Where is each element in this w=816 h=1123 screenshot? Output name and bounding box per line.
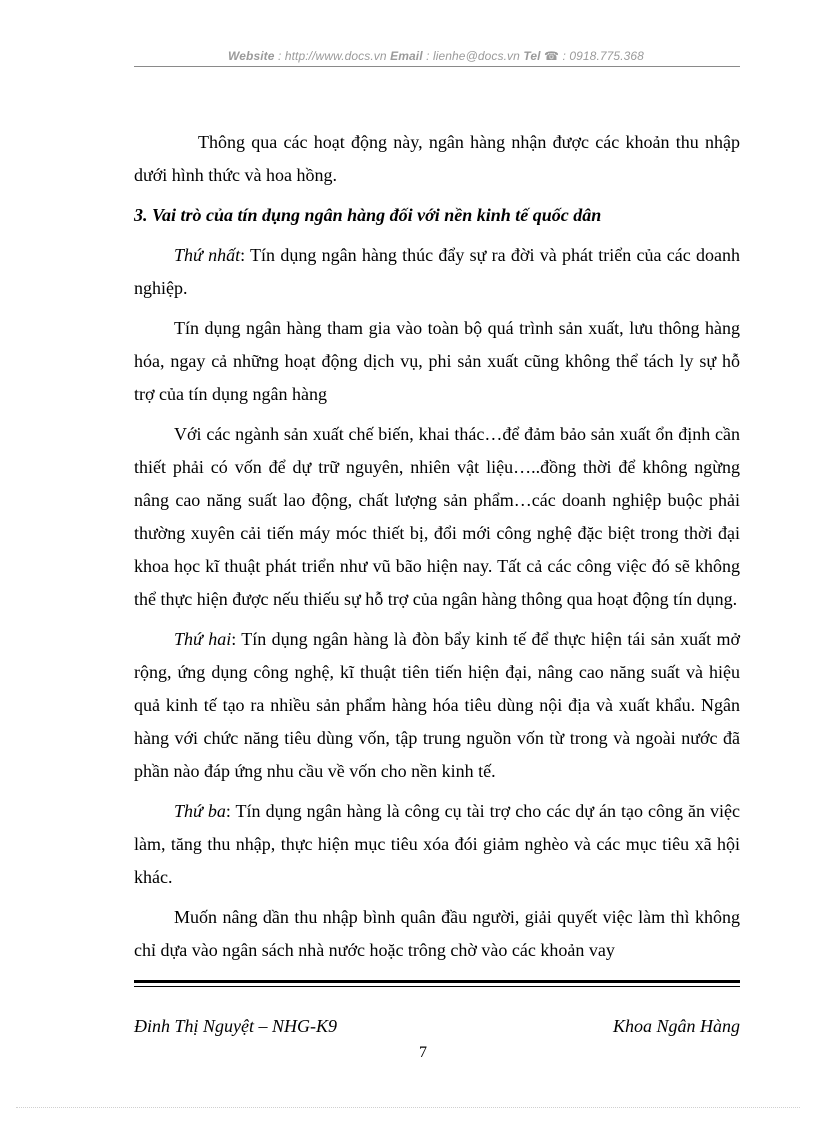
paragraph-first-role [134,239,740,305]
lead-second: Thứ hai [174,629,232,649]
email-value: : lienhe@docs.vn [426,49,520,63]
paragraph-second-role [134,623,740,788]
text-second: : Tín dụng ngân hàng là đòn bẩy kinh tế để thực hiện tái sản xuất mở rộng, ứng dụng công nghệ, kĩ thuật tiên tiến hiện đại, nâng cao năng suất và hiệu quả kinh tế tạo ra nhiều sản phẩm hàng hóa tiêu dùng nội địa và xuất khẩu. Ngân hàng với chức năng tiêu dùng vốn, tập trung nguồn vốn từ trong và ngoài nước đã phần nào đáp ứng nhu cầu về vốn cho nền kinh tế. [134,629,740,781]
website-value: : http://www.docs.vn [277,49,387,63]
paragraph-third-role [134,795,740,894]
footer-divider [134,980,740,987]
page-header [134,49,738,63]
paragraph-income: Thông qua các hoạt động này, ngân hàng nhận được các khoản thu nhập dưới hình thức và hoa hồng. [134,132,740,185]
document-body [134,126,740,974]
tel-value: ☎ : 0918.775.368 [544,49,644,63]
footer-department: Khoa Ngân Hàng [612,1016,740,1036]
tel-label: Tel [523,49,541,63]
text-first: : Tín dụng ngân hàng thúc đẩy sự ra đời và phát triển của các doanh nghiệp. [134,245,740,298]
paragraph-income-growth: Muốn nâng dần thu nhập bình quân đầu người, giải quyết việc làm thì không chỉ dựa vào ngân sách nhà nước hoặc trông chờ vào các khoản vay [134,907,740,960]
paragraph-participation: Tín dụng ngân hàng tham gia vào toàn bộ quá trình sản xuất, lưu thông hàng hóa, ngay cả những hoạt động dịch vụ, phi sản xuất cũng không thể tách ly sự hỗ trợ của tín dụng ngân hàng [134,318,740,404]
page-number: 7 [419,1044,427,1061]
header-divider [134,66,740,67]
section-heading: 3. Vai trò của tín dụng ngân hàng đối với nền kinh tế quốc dân [134,205,602,225]
footer-author: Đinh Thị Nguyệt – NHG-K9 [134,1016,338,1036]
paragraph-industries: Với các ngành sản xuất chế biến, khai thác…để đảm bảo sản xuất ổn định cần thiết phải có vốn để dự trữ nguyên, nhiên vật liệu…..đồng thời để không ngừng nâng cao năng suất lao động, chất lượng sản phẩm…các doanh nghiệp buộc phải thường xuyên cải tiến máy móc thiết bị, đổi mới công nghệ đặc biệt trong thời đại khoa học kĩ thuật phát triển như vũ bão hiện nay. Tất cả các công việc đó sẽ không thể thực hiện được nếu thiếu sự hỗ trợ của ngân hàng thông qua hoạt động tín dụng. [134,424,740,609]
email-label: Email [390,49,423,63]
website-label: Website [228,49,275,63]
lead-third: Thứ ba [174,801,226,821]
page-bottom-border [16,1107,800,1108]
text-third: : Tín dụng ngân hàng là công cụ tài trợ cho các dự án tạo công ăn việc làm, tăng thu nhập, thực hiện mục tiêu xóa đói giảm nghèo và các mục tiêu xã hội khác. [134,801,741,887]
lead-first: Thứ nhất [174,245,241,265]
